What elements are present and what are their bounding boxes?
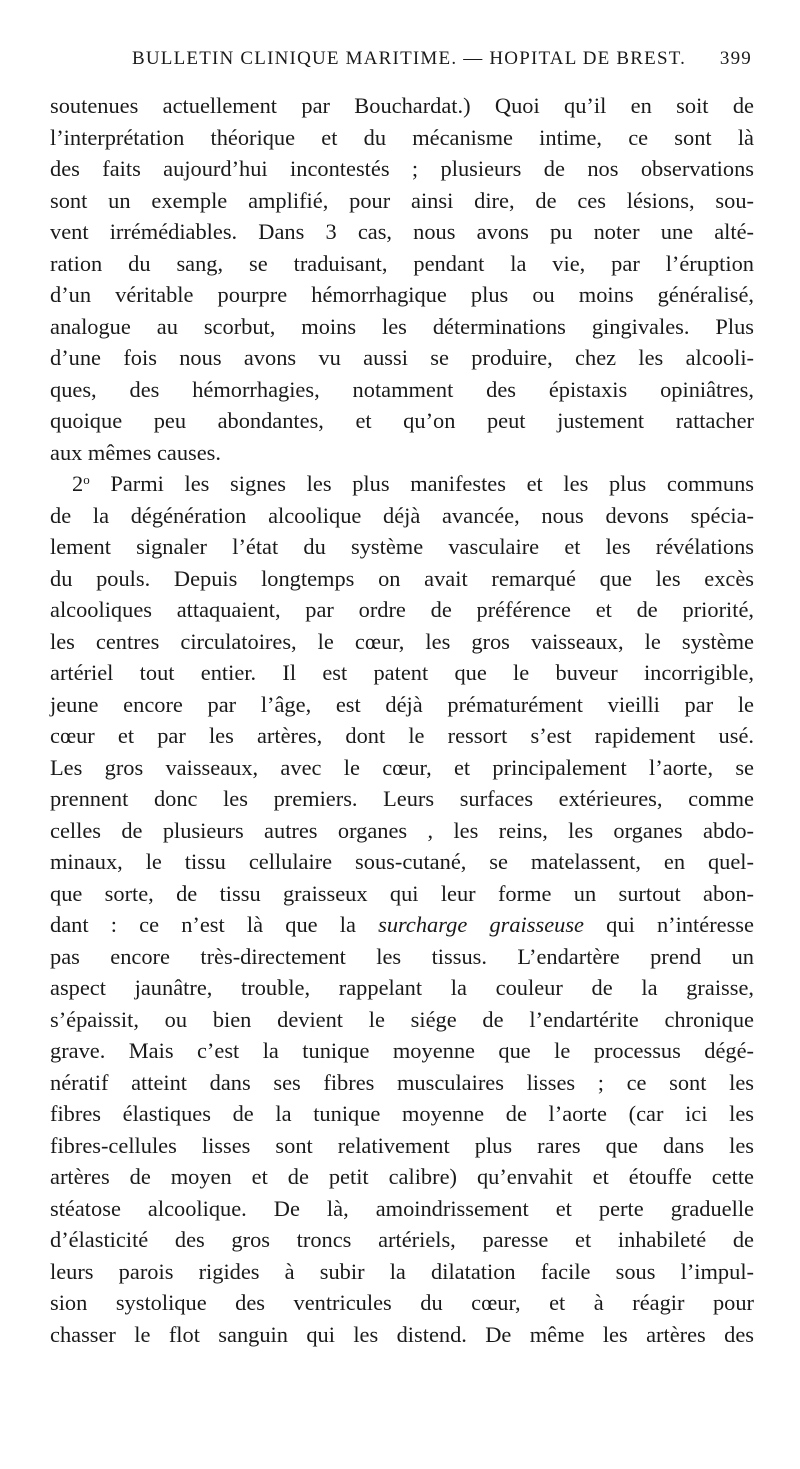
section-number: 2 [72, 471, 84, 496]
text-line: jeune encore par l’âge, est déjà prématurément vieilli par le [50, 691, 754, 717]
italic-phrase-continuation: qui n’intéresse [606, 912, 754, 937]
text-line: du pouls. Depuis longtemps on avait remarqué que les excès [50, 565, 754, 591]
text-line: de la dégénération alcoolique déjà avancée, nous devons spécia- [50, 502, 754, 528]
text-line: d’une fois nous avons vu aussi se produire, chez les alcooli- [50, 345, 754, 370]
text-line: prennent donc les premiers. Leurs surfaces extérieures, comme [50, 786, 754, 811]
text-line: cœur et par les artères, dont le ressort s’est rapidement usé. [50, 723, 754, 748]
text-line: d’un véritable pourpre hémorrhagique plus ou moins généralisé, [50, 282, 754, 307]
text-line: que sorte, de tissu graisseux qui leur forme un surtout abon- [50, 880, 754, 906]
text-line: minaux, le tissu cellulaire sous-cutané, se matelassent, en quel- [50, 849, 754, 874]
text-line: stéatose alcoolique. De là, amoindrissement et perte graduelle [50, 1195, 754, 1221]
text-line: artères de moyen et de petit calibre) qu’envahit et étouffe cette [50, 1164, 754, 1189]
text-line: ration du sang, se traduisant, pendant la vie, par l’éruption [50, 250, 754, 276]
text-line: sont un exemple amplifié, pour ainsi dire, de ces lésions, sou- [50, 187, 754, 213]
text-line: chasser le flot sanguin qui les distend. De même les artères des [50, 1321, 754, 1347]
text-line: d’élasticité des gros troncs artériels, paresse et inhabileté de [50, 1227, 754, 1252]
text-line: celles de plusieurs autres organes , les reins, les organes abdo- [50, 817, 754, 843]
text-line: fibres-cellules lisses sont relativement plus rares que dans les [50, 1132, 754, 1158]
text-line: artériel tout entier. Il est patent que le buveur incorrigible, [50, 660, 754, 685]
text-line: des faits aujourd’hui incontestés ; plusieurs de nos observations [50, 156, 754, 181]
text-line: quoique peu abondantes, et qu’on peut justement rattacher [50, 408, 754, 433]
text-line: l’interprétation théorique et du mécanisme intime, ce sont là [50, 124, 754, 150]
text-line: les centres circulatoires, le cœur, les gros vaisseaux, le système [50, 628, 754, 654]
text-line: aux mêmes causes. [50, 439, 221, 465]
text-line: nératif atteint dans ses fibres musculaires lisses ; ce sont les [50, 1069, 754, 1095]
section-number-superscript: o [83, 472, 90, 487]
section-start-line [50, 468, 754, 500]
italic-phrase-line [50, 909, 754, 941]
text-line: Parmi les signes les plus manifestes et les plus communs [110, 471, 754, 496]
page-number: 399 [719, 48, 752, 69]
text-line: analogue au scorbut, moins les déterminations gingivales. Plus [50, 313, 754, 339]
text-line: ques, des hémorrhagies, notamment des épistaxis opiniâtres, [50, 376, 754, 402]
text-line: grave. Mais c’est la tunique moyenne que le processus dégé- [50, 1038, 754, 1063]
text-line: pas encore très-directement les tissus. L’endartère prend un [50, 943, 754, 969]
text-line: vent irrémédiables. Dans 3 cas, nous avons pu noter une alté- [50, 219, 754, 244]
text-line: s’épaissit, ou bien devient le siége de l’endartérite chronique [50, 1006, 754, 1032]
text-line: Les gros vaisseaux, avec le cœur, et principalement l’aorte, se [50, 754, 754, 780]
text-line: leurs parois rigides à subir la dilatation facile sous l’impul- [50, 1258, 754, 1284]
text-line: alcooliques attaquaient, par ordre de préférence et de priorité, [50, 597, 754, 622]
text-line: sion systolique des ventricules du cœur, et à réagir pour [50, 1290, 754, 1315]
text-line: fibres élastiques de la tunique moyenne de l’aorte (car ici les [50, 1101, 754, 1126]
text-line: soutenues actuellement par Bouchardat.) Quoi qu’il en soit de [50, 93, 754, 118]
italic-phrase: surcharge graisseuse [378, 912, 584, 937]
running-head [50, 48, 754, 80]
text-line: lement signaler l’état du système vasculaire et les révélations [50, 534, 754, 559]
running-head-title: BULLETIN CLINIQUE MARITIME. — HOPITAL DE BREST. [132, 48, 687, 69]
body-text [50, 90, 754, 1350]
text-line: dant : ce n’est là que la [50, 912, 356, 937]
text-line: aspect jaunâtre, trouble, rappelant la couleur de la graisse, [50, 975, 754, 1000]
